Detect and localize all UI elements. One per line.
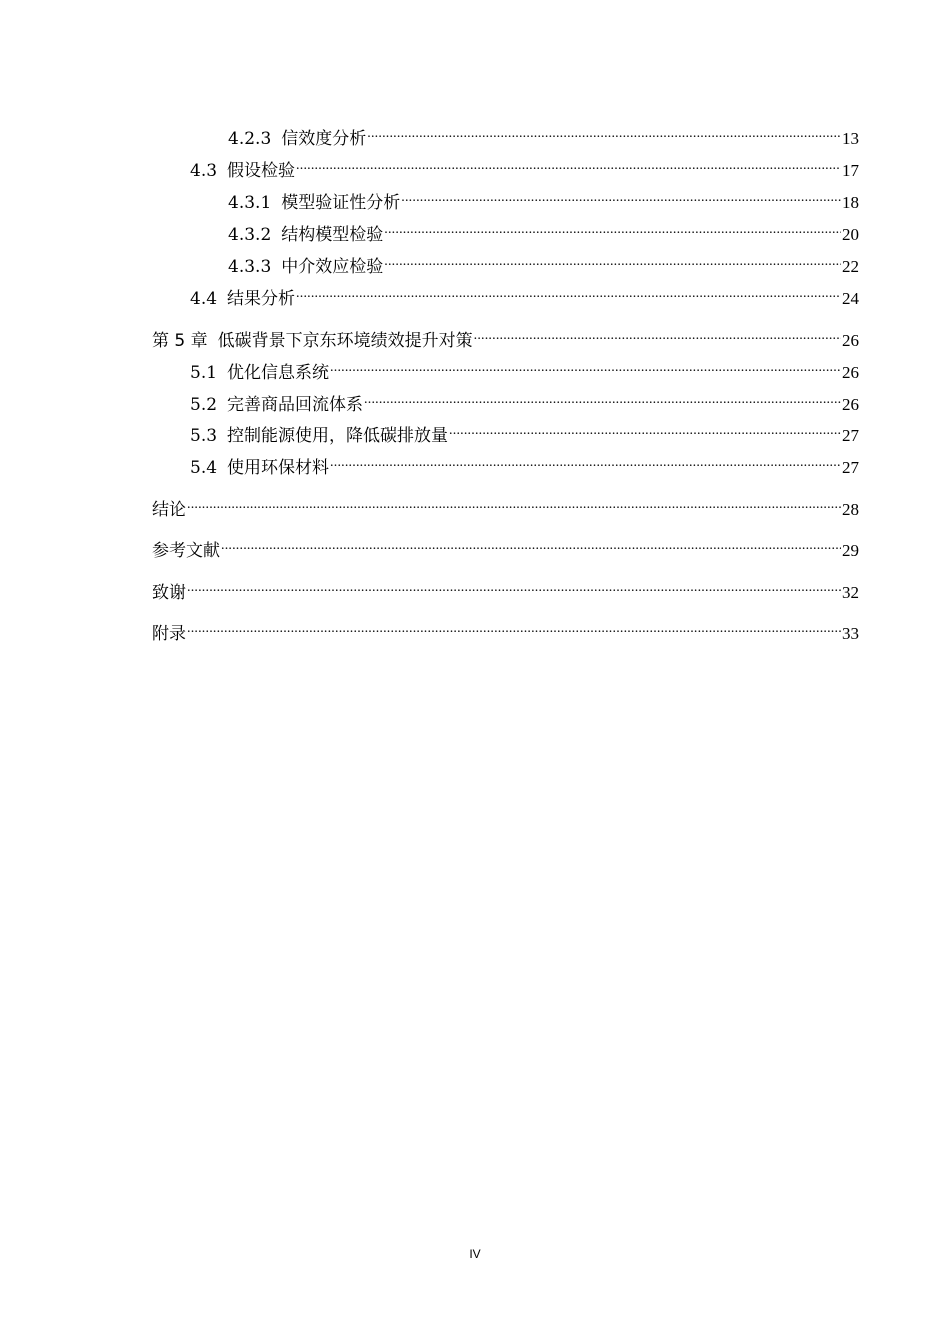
dot-leader (187, 574, 841, 598)
toc-entry-5-2[interactable] (190, 386, 859, 415)
dot-leader (330, 354, 841, 378)
toc-entry-4-3[interactable] (190, 152, 859, 181)
toc-entry-title: 低碳背景下京东环境绩效提升对策 (217, 331, 473, 351)
toc-page-number: 33 (842, 624, 859, 643)
dot-leader (384, 248, 841, 272)
toc-entry-conclusion[interactable] (152, 491, 859, 520)
dot-leader (364, 386, 841, 410)
toc-entry-title: 信效度分析 (281, 129, 367, 149)
toc-entry-title: 结论 (152, 500, 186, 520)
dot-leader (474, 322, 841, 346)
toc-entry-number: 5.4 (190, 458, 218, 478)
toc-page-number: 32 (842, 583, 859, 602)
dot-leader (367, 120, 841, 144)
toc-page-number: 22 (842, 257, 859, 276)
toc-page-number: 20 (842, 225, 859, 244)
dot-leader (449, 417, 841, 441)
toc-entry-number: 4.4 (190, 289, 218, 309)
toc-entry-title: 控制能源使用，降低碳排放量 (227, 426, 449, 446)
toc-page-number: 26 (842, 395, 859, 414)
toc-entry-acknowledgements[interactable] (152, 574, 859, 603)
dot-leader (187, 615, 841, 639)
toc-entry-5-3[interactable] (190, 417, 859, 446)
dot-leader (296, 280, 841, 304)
toc-entry-number: 5.2 (190, 395, 218, 415)
toc-entry-number: 第 5 章 (152, 331, 208, 351)
toc-entry-5-4[interactable] (190, 449, 859, 478)
toc-page-number: 26 (842, 363, 859, 382)
toc-entry-4-3-1[interactable] (228, 184, 859, 213)
toc-entry-references[interactable] (152, 532, 859, 561)
toc-entry-title: 结果分析 (227, 289, 296, 309)
toc-entry-appendix[interactable] (152, 615, 859, 644)
toc-page-number: 17 (842, 161, 859, 180)
dot-leader (330, 449, 841, 473)
toc-entry-4-3-2[interactable] (228, 216, 859, 245)
dot-leader (401, 184, 841, 208)
toc-entry-5-1[interactable] (190, 354, 859, 383)
toc-entry-title: 致谢 (152, 583, 186, 603)
toc-page-number: 27 (842, 426, 859, 445)
toc-entry-title: 模型验证性分析 (281, 193, 401, 213)
toc-page-number: 13 (842, 129, 859, 148)
toc-entry-number: 5.1 (190, 363, 218, 383)
toc-entry-number: 4.3.3 (228, 257, 272, 277)
dot-leader (296, 152, 841, 176)
toc-page-number: 28 (842, 500, 859, 519)
toc-entry-chapter-5[interactable] (152, 322, 859, 351)
page-footer-number: IV (469, 1247, 481, 1261)
toc-entry-title: 完善商品回流体系 (227, 395, 364, 415)
toc-entry-number: 4.2.3 (228, 129, 272, 149)
toc-entry-number: 4.3.2 (228, 225, 272, 245)
toc-page-number: 29 (842, 541, 859, 560)
toc-entry-title: 结构模型检验 (281, 225, 384, 245)
toc-page-number: 24 (842, 289, 859, 308)
toc-entry-4-2-3[interactable] (228, 120, 859, 149)
dot-leader (221, 532, 841, 556)
toc-page-number: 27 (842, 458, 859, 477)
toc-page-number: 26 (842, 331, 859, 350)
toc-entry-title: 优化信息系统 (227, 363, 330, 383)
toc-entry-4-3-3[interactable] (228, 248, 859, 277)
toc-entry-number: 4.3.1 (228, 193, 272, 213)
toc-entry-4-4[interactable] (190, 280, 859, 309)
toc-entry-title: 中介效应检验 (281, 257, 384, 277)
toc-entry-number: 5.3 (190, 426, 218, 446)
toc-page-number: 18 (842, 193, 859, 212)
toc-entry-title: 假设检验 (227, 161, 296, 181)
toc-entry-title: 参考文献 (152, 541, 220, 561)
toc-entry-title: 附录 (152, 624, 186, 644)
dot-leader (384, 216, 841, 240)
toc-entry-title: 使用环保材料 (227, 458, 330, 478)
dot-leader (187, 491, 841, 515)
toc-entry-number: 4.3 (190, 161, 218, 181)
